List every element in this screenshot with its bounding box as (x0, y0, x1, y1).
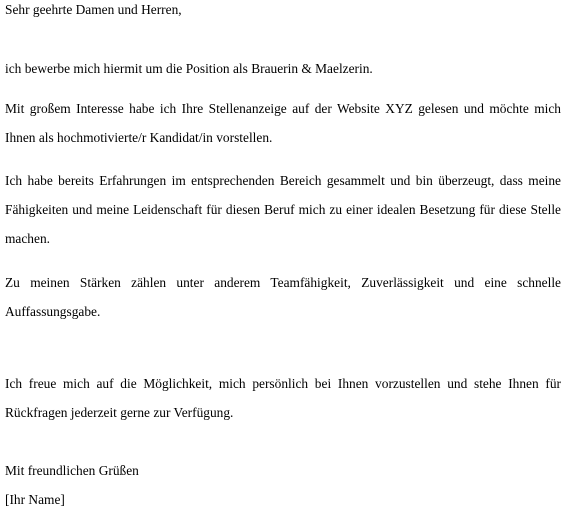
paragraph-experience: Ich habe bereits Erfahrungen im entsprechenden Bereich gesammelt und bin überzeugt, dass meine Fähigkeiten und meine Leidenschaft für diesen Beruf mich zu einer idealen Besetzung für diese Stelle machen. (5, 173, 561, 246)
paragraph-strengths: Zu meinen Stärken zählen unter anderem Teamfähigkeit, Zuverlässigkeit und eine schnelle Auffassungsgabe. (5, 275, 561, 319)
paragraph-interview: Ich freue mich auf die Möglichkeit, mich persönlich bei Ihnen vorzustellen und stehe Ihnen für Rückfragen jederzeit gerne zur Verfügung. (5, 376, 561, 420)
closing-phrase: Mit freundlichen Grüßen (5, 463, 139, 478)
signature-name: [Ihr Name] (5, 492, 65, 507)
paragraph-position: ich bewerbe mich hiermit um die Position als Brauerin & Maelzerin. (5, 61, 373, 76)
paragraph-interest: Mit großem Interesse habe ich Ihre Stellenanzeige auf der Website XYZ gelesen und möchte mich Ihnen als hochmotivierte/r Kandidat/in vorstellen. (5, 101, 561, 145)
salutation: Sehr geehrte Damen und Herren, (5, 2, 182, 17)
